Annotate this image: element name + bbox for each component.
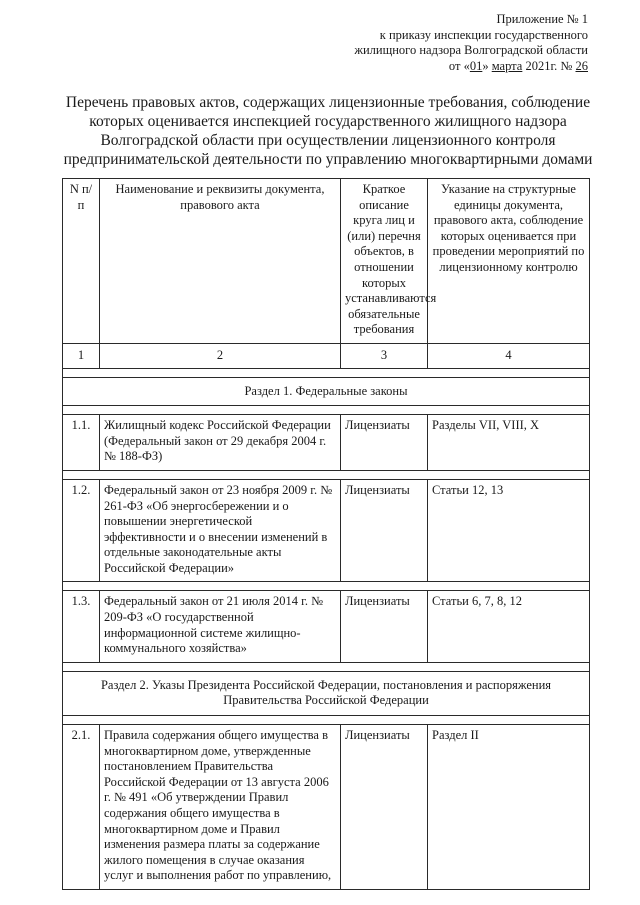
spacer-cell bbox=[63, 368, 590, 377]
section-row bbox=[63, 377, 590, 406]
row-document-name: Правила содержания общего имущества в многоквартирном доме, утвержденные постановлением Правительства Российской Федерации от 13 августа 2006 г. № 491 «Об утверждении Правил содержания общего имущества в многоквартирном доме и Правил изменения размера платы за содержание жилого помещения в случае оказания услуг и выполнения работ по управлению, bbox=[100, 725, 341, 890]
table-row bbox=[63, 725, 590, 890]
date-prefix: от « bbox=[448, 58, 470, 73]
row-number: 1.3. bbox=[63, 591, 100, 662]
table-row bbox=[63, 479, 590, 582]
spacer-row bbox=[63, 662, 590, 671]
row-scope: Лицензиаты bbox=[341, 725, 428, 890]
row-document-name: Федеральный закон от 23 ноября 2009 г. № 261-ФЗ «Об энергосбережении и о повышении энергетической эффективности и о внесении изменений в отдельные законодательные акты Российской Федерации» bbox=[100, 479, 341, 582]
date-year: 2021г. № bbox=[522, 58, 576, 73]
header-document-name: Наименование и реквизиты документа, правового акта bbox=[100, 179, 341, 344]
table-row bbox=[63, 591, 590, 662]
date-day: 01 bbox=[469, 58, 483, 73]
order-number: 26 bbox=[575, 58, 588, 73]
column-number: 1 bbox=[63, 343, 100, 368]
section-title: Раздел 2. Указы Президента Российской Федерации, постановления и распоряжения Правительства Российской Федерации bbox=[63, 671, 590, 715]
authority-line: жилищного надзора Волгоградской области bbox=[354, 43, 588, 57]
row-structural-units: Разделы VII, VIII, X bbox=[428, 415, 590, 471]
spacer-cell bbox=[63, 716, 590, 725]
header-structural-units: Указание на структурные единицы документа, правового акта, соблюдение которых оценивается при проведении мероприятий по лицензионному контролю bbox=[428, 179, 590, 344]
row-structural-units: Статьи 6, 7, 8, 12 bbox=[428, 591, 590, 662]
row-scope: Лицензиаты bbox=[341, 479, 428, 582]
spacer-cell bbox=[63, 662, 590, 671]
spacer-row bbox=[63, 368, 590, 377]
row-number: 1.1. bbox=[63, 415, 100, 471]
column-number-row bbox=[63, 343, 590, 368]
row-document-name: Жилищный кодекс Российской Федерации (Федеральный закон от 29 декабря 2004 г. № 188-ФЗ) bbox=[100, 415, 341, 471]
order-date-line bbox=[354, 59, 588, 75]
spacer-row bbox=[63, 716, 590, 725]
document-header bbox=[354, 12, 588, 74]
date-month: марта bbox=[491, 58, 523, 73]
spacer-cell bbox=[63, 470, 590, 479]
row-document-name: Федеральный закон от 21 июля 2014 г. № 209-ФЗ «О государственной информационной системе жилищно-коммунального хозяйства» bbox=[100, 591, 341, 662]
spacer-row bbox=[63, 470, 590, 479]
spacer-row bbox=[63, 582, 590, 591]
column-number: 2 bbox=[100, 343, 341, 368]
spacer-cell bbox=[63, 406, 590, 415]
spacer-row bbox=[63, 406, 590, 415]
order-reference-line: к приказу инспекции государственного bbox=[379, 27, 588, 42]
row-scope: Лицензиаты bbox=[341, 591, 428, 662]
column-number: 4 bbox=[428, 343, 590, 368]
row-number: 1.2. bbox=[63, 479, 100, 582]
appendix-label: Приложение № 1 bbox=[496, 12, 588, 26]
row-structural-units: Статьи 12, 13 bbox=[428, 479, 590, 582]
header-number: N п/п bbox=[63, 179, 100, 344]
spacer-cell bbox=[63, 582, 590, 591]
table-header-row bbox=[63, 179, 590, 344]
header-scope: Краткое описание круга лиц и (или) перечня объектов, в отношении которых устанавливаются обязательные требования bbox=[341, 179, 428, 344]
document-title: Перечень правовых актов, содержащих лицензионные требования, соблюдение которых оценивается инспекцией государственного жилищного надзора Волгоградской области при осуществлении лицензионного контроля предпринимательской деятельности по управлению многоквартирными домами bbox=[63, 94, 593, 168]
row-structural-units: Раздел II bbox=[428, 725, 590, 890]
section-row bbox=[63, 671, 590, 715]
section-title: Раздел 1. Федеральные законы bbox=[63, 377, 590, 406]
row-number: 2.1. bbox=[63, 725, 100, 890]
table-row bbox=[63, 415, 590, 471]
column-number: 3 bbox=[341, 343, 428, 368]
date-mid: » bbox=[482, 58, 492, 73]
row-scope: Лицензиаты bbox=[341, 415, 428, 471]
legal-acts-table bbox=[62, 178, 590, 890]
